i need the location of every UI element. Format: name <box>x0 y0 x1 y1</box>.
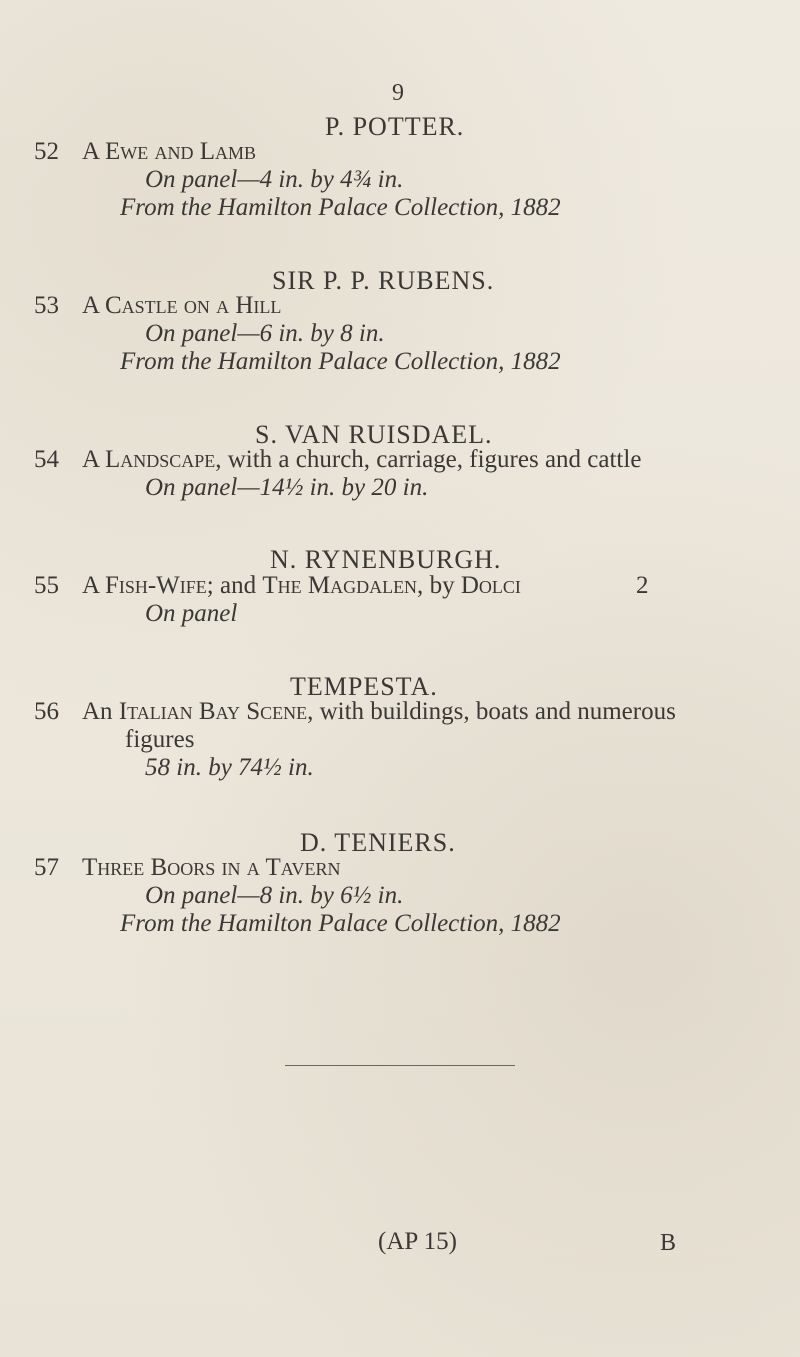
title-smallcaps: Italian Bay Scene, <box>118 698 314 725</box>
lot-number: 52 <box>34 138 59 165</box>
lot-provenance: From the Hamilton Palace Collection, 1882 <box>120 194 561 221</box>
lot-medium: On panel <box>145 600 238 627</box>
lot-medium: On panel—6 in. by 8 in. <box>145 320 385 347</box>
title-mid: and <box>213 572 263 599</box>
artist-heading: TEMPESTA. <box>290 672 438 701</box>
divider-rule <box>285 1065 515 1066</box>
lot-title-continued: figures <box>125 726 195 753</box>
lot-title <box>82 446 641 474</box>
title-lead: A <box>82 138 105 165</box>
title-lead: An <box>82 698 119 725</box>
lot-provenance: From the Hamilton Palace Collection, 1882 <box>120 348 561 375</box>
title-smallcaps: Castle on a Hill <box>104 292 282 319</box>
lot-title <box>82 854 340 882</box>
lot-medium: On panel—14½ in. by 20 in. <box>145 474 429 501</box>
title-rest: with buildings, boats and numerous <box>313 698 676 725</box>
title-lead: A <box>82 572 105 599</box>
lot-title <box>82 698 676 726</box>
lot-number: 57 <box>34 854 59 881</box>
lot-provenance: From the Hamilton Palace Collection, 1882 <box>120 910 561 937</box>
title-smallcaps: Landscape, <box>104 446 222 473</box>
title-rest: with a church, carriage, figures and cattle <box>221 446 642 473</box>
title-lead: A <box>82 446 105 473</box>
title-mid-2: by <box>423 572 461 599</box>
gathering-letter: B <box>660 1230 677 1256</box>
artist-heading: S. VAN RUISDAEL. <box>255 420 493 449</box>
artist-heading: D. TENIERS. <box>300 828 456 857</box>
title-smallcaps: Three Boors in a Tavern <box>82 854 341 881</box>
lot-title <box>82 572 521 600</box>
lot-quantity: 2 <box>636 572 649 599</box>
lot-number: 55 <box>34 572 59 599</box>
title-smallcaps: Fish-Wife; <box>104 572 214 599</box>
artist-heading: SIR P. P. RUBENS. <box>272 266 495 295</box>
lot-medium: On panel—4 in. by 4¾ in. <box>145 166 404 193</box>
page-number: 9 <box>392 80 404 106</box>
artist-heading: N. RYNENBURGH. <box>270 545 502 574</box>
lot-number: 56 <box>34 698 59 725</box>
title-lead: A <box>82 292 105 319</box>
title-smallcaps-2: The Magdalen, <box>262 572 424 599</box>
artist-heading: P. POTTER. <box>325 112 465 141</box>
lot-title <box>82 138 256 166</box>
title-smallcaps-3: Dolci <box>460 572 521 599</box>
lot-medium: On panel—8 in. by 6½ in. <box>145 882 404 909</box>
lot-number: 53 <box>34 292 59 319</box>
lot-number: 54 <box>34 446 59 473</box>
signature-mark: (AP 15) <box>378 1228 457 1255</box>
lot-title <box>82 292 281 320</box>
lot-size: 58 in. by 74½ in. <box>145 754 314 781</box>
title-smallcaps: Ewe and Lamb <box>104 138 256 165</box>
